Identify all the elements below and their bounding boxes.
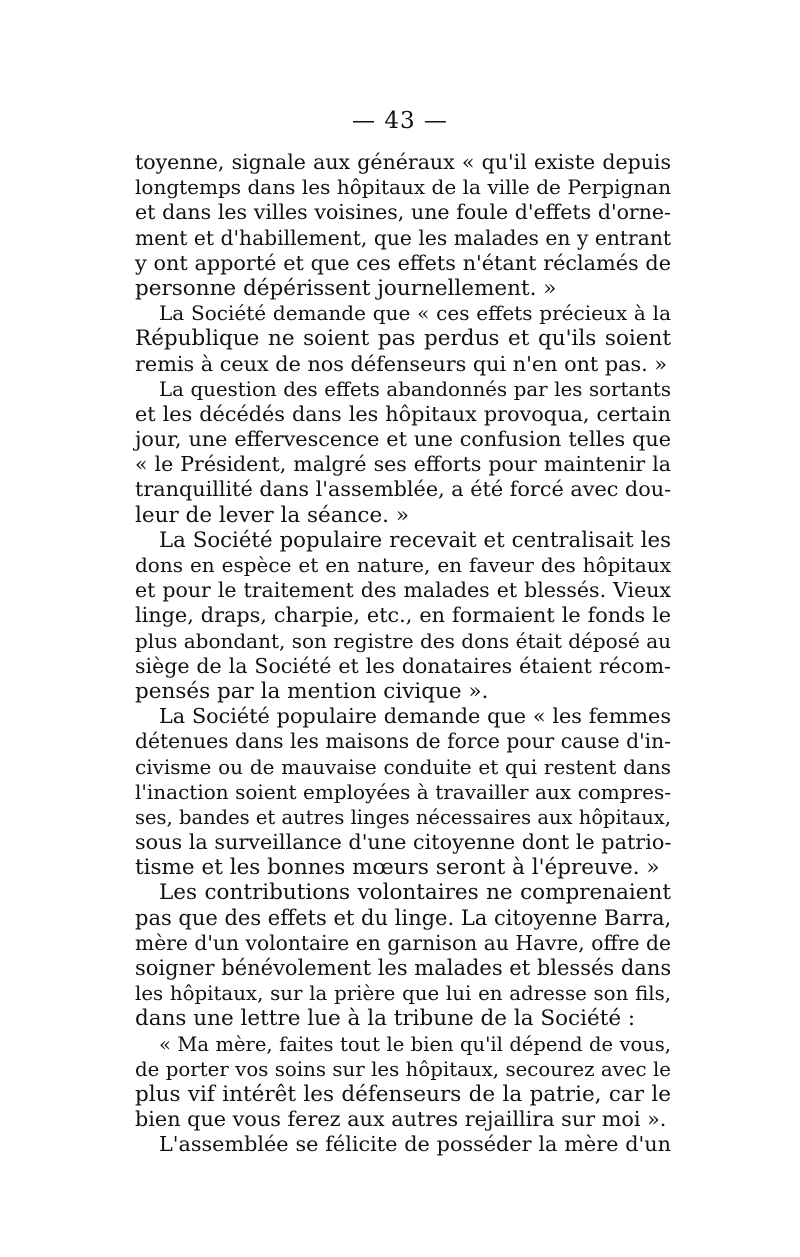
text-line: bien que vous ferez aux autres rejaillira sur moi ».: [135, 1107, 667, 1132]
text-line: pas que des effets et du linge. La citoyenne Barra,: [135, 905, 672, 930]
text-line: ses, bandes et autres linges nécessaires aux hôpitaux,: [135, 805, 671, 829]
text-line: plus vif intérêt les défenseurs de la patrie, car le: [135, 1081, 671, 1107]
text-line: pensés par la mention civique ».: [135, 678, 489, 704]
text-line: siège de la Société et les donataires étaient récom-: [135, 653, 671, 678]
text-line: jour, une effervescence et une confusion telles que: [135, 427, 671, 452]
text-line: « Ma mère, faites tout le bien qu'il dépend de vous,: [159, 1032, 671, 1056]
text-line: civisme ou de mauvaise conduite et qui restent dans: [135, 754, 671, 779]
page-number: — 43 —: [352, 108, 448, 134]
text-line: et dans les villes voisines, une foule d'effets d'orne-: [135, 200, 671, 225]
text-line: La Société demande que « ces effets précieux à la: [159, 301, 671, 326]
text-line: et pour le traitement des malades et blessés. Vieux: [135, 578, 671, 603]
text-line: l'inaction soient employées à travailler aux compres-: [135, 779, 671, 804]
text-line: L'assemblée se félicite de posséder la mère d'un: [159, 1132, 671, 1157]
text-line: détenues dans les maisons de force pour cause d'in-: [135, 729, 671, 754]
text-line: toyenne, signale aux généraux « qu'il existe depuis: [135, 150, 671, 174]
text-line: La Société populaire demande que « les femmes: [159, 704, 671, 729]
text-line: personne dépérissent journellement. »: [135, 275, 557, 301]
text-line: ment et d'habillement, que les malades en y entrant: [135, 225, 671, 250]
text-line: longtemps dans les hôpitaux de la ville de Perpignan: [135, 175, 671, 200]
text-line: La question des effets abandonnés par les sortants: [159, 377, 671, 401]
text-line: sous la surveillance d'une citoyenne dont le patrio-: [135, 830, 672, 855]
body-text: [135, 150, 671, 1158]
text-line: plus abondant, son registre des dons était déposé au: [135, 628, 671, 653]
text-line: remis à ceux de nos défenseurs qui n'en ont pas. »: [135, 351, 668, 376]
text-line: tranquillité dans l'assemblée, a été forcé avec dou-: [135, 477, 672, 502]
text-line: tisme et les bonnes mœurs seront à l'épreuve. »: [135, 855, 660, 881]
text-line: y ont apporté et que ces effets n'étant réclamés de: [135, 250, 671, 275]
text-line: dans une lettre lue à la tribune de la Société :: [135, 1006, 636, 1032]
text-line: Les contributions volontaires ne comprenaient: [159, 880, 671, 906]
text-line: dons en espèce et en nature, en faveur des hôpitaux: [135, 553, 671, 577]
text-line: mère d'un volontaire en garnison au Havre, offre de: [135, 930, 671, 955]
text-line: de porter vos soins sur les hôpitaux, secourez avec le: [135, 1057, 671, 1081]
text-line: leur de lever la séance. »: [135, 502, 409, 528]
text-line: La Société populaire recevait et centralisait les: [159, 527, 671, 553]
text-line: les hôpitaux, sur la prière que lui en adresse son fils,: [135, 982, 671, 1006]
text-line: linge, draps, charpie, etc., en formaient le fonds le: [135, 603, 671, 628]
text-line: et les décédés dans les hôpitaux provoqua, certain: [135, 401, 671, 426]
text-line: soigner bénévolement les malades et blessés dans: [135, 956, 672, 980]
text-line: « le Président, malgré ses efforts pour maintenir la: [135, 452, 671, 477]
text-line: République ne soient pas perdus et qu'ils soient: [135, 326, 671, 352]
